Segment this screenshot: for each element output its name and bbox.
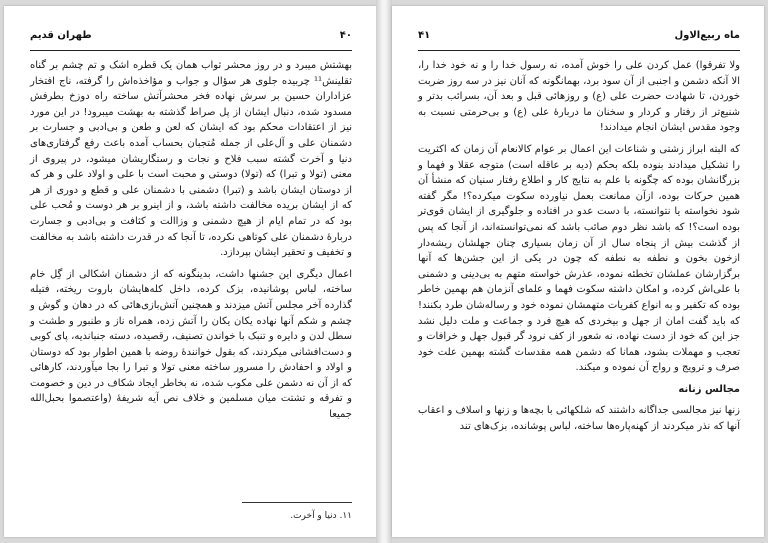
- left-page-body: [30, 58, 352, 423]
- paragraph: اعمال دیگری این جشنها داشت، بدینگونه که از دشمنان اشکالی از گِل خام ساخته، لباس پوشانیده، بزک کرده، داخل کله‌هایشان باروت ریخته، فتیله گذارده آخر مجلس آتش میزدند و همچنین آتش‌بازی‌هائی که در دهان و گوش و چشم و شکم آنها نهاده یکان یکان را آتش زده، همراه ناز و طنبور و طشت و سطل لدن و دایره و تنبک با خواندن تصنیف، رقصیده، دسته جنباندیه، پای کوبی و دست‌افشانی میکردند، که بقول خوانندهٔ روضه با همین اطوار بود که دوستان و اولاد و احفادش را مسرور ساخته معنی تولا و تبرا را بجا میآوردند، کارهائی که از آن نه دشمن علی مکوب شده، نه بخاطر ایجاد شکاف در دین و خصومت و تفرقه و تشتت میان مسلمین و خلاف نص آیه شریفهٔ (واعتصموا بحبل‌الله جمیعا: [30, 268, 352, 421]
- paragraph: بهشتش میبرد و در روز محشر ثواب همان یک قطره اشک و تم چشم بر گناه ثقلینش¹¹ چربیده جلوی هر سؤال و جواب و مؤاخذه‌اش را گرفته، ناج افتخار عزاداران حسین بر سرش نهاده فخر محشرآتش ساخته راه دوزخ بطرفش مسدود شده، دنبال ایشان از پل صراط گذشته به بهشت میبرود! در این مورد نیز از اعتقادات محکم بود که ایشان که لعن و طعن و بی‌ادبی و جسارت بر دشمنان علی و آل‌علی از جمله مُتجبان بحساب آمده باعث رفع گرفتاری‌های دنیا و آخرت گشته سبب فلاح و نجات و رستگاریشان میشود، در پیروی از معنی (تولا و تبرا) که (تولا) دوستی و محبت است با علی و اولاد علی و هر که از دوستان ایشان باشد و (تبرا) دشمنی با دشمنان علی و قطع و دوری از هر که از ایشان بریده مخالفت داشته باشد، و از اینرو بر هر دوست و مُحب علی بود که در تمام ایام از هیچ دشمنی و وزاالت و کثافت و بی‌ادبی و جسارت دربارهٔ دشمنان علی کوتاهی نکرده، تا آنجا که در قدرت داشته باشد به مخالفت و تخفیف و تحقیر ایشان بپردازد.: [30, 60, 352, 259]
- footnote-rule: [242, 502, 352, 503]
- paragraph: که البته ابراز زشتی و شناعات این اعمال بر عوام کالانعام آن زمان که اکثریت را تشکیل میدادند بنوده بلکه بحکم (دیه بر عاقله است) متوجه عقلا و فهما و بزرگانشان بوده که چگونه با علم به نتایج کار و اطلاع رفتار سنیان که منشأ آن همین حرکات بوده، ازآن ممانعت بعمل نیاورده سکوت میکرده؟! مگر گفته شود نخواسته یا نتوانسته، با دست عدو در افتاده و جلوگیری از ایشان قوی‌تر بوده است؟! که باشد نظر دوم صائب باشد که نمی‌توانسته‌اند، از آنجا که پس از گذشت بیش از پنجاه سال از آن زمان بسیاری چنان جهلشان ریشه‌دار ازخون بخون و نطفه به نطفه که چون در یکی از این جشن‌ها که آنها برگزارشان عملشان تخطئه نموده، عذرش خواسته متهم به بی‌دینی و دشمنی با علی‌اش کرده، و امکان داشته سکوت فهما و علمای آنزمان هم بهمین خاطر بوده که تکفیر و به انواع کفریات متهمشان نموده خود و رساله‌شان طرد بکنند! که باید گفت امان از جهل و بیخردی که هیچ فرد و جماعت و ملت دلیل نشد جز این که خود از دست نهاده، نه شعور از کف نرود گر قبول جهل و خرافات و تعجب و مهملات بشود، همانا که دشمن همه مقدسات گشته بهمین علت خود صرف و ترویج و رواج آن نموده و میکند.: [418, 143, 740, 374]
- right-page-header: [418, 30, 740, 46]
- paragraph: ولا تفرقوا) عمل کردن علی را خوش آمده، نه رسول خدا را و نه خود خدا را، الا آنکه دشمن و اجنبی از آن سود برد، بهمانگونه که آنان نیز در سه روز ضربت خوردن، تا شهادت حضرت علی (ع) و روزهائی قبل و بعد آن، بسرائب بدتر و شنیع‌تر از رفتار و کردار و سخنان ما دربارهٔ علی (ع) و بی‌حرمتی نسبت به وجود مقدس ایشان انجام میدادند!: [418, 60, 740, 134]
- paragraph: زنها نیز مجالسی جداگانه داشتند که شلکهائی با بچه‌ها و زنها و اسلاف و اعقاب آنها که نذر میکردند از کهنه‌پاره‌ها ساخته، لباس پوشانده، بزک‌های تند: [418, 405, 740, 433]
- book-gutter: [376, 0, 392, 543]
- left-page: [4, 6, 376, 537]
- page-number: ۴۰: [339, 30, 352, 41]
- header-rule: [30, 50, 352, 51]
- running-title: طهران قدیم: [30, 30, 92, 41]
- right-page-body: [418, 58, 740, 435]
- header-rule: [418, 50, 740, 51]
- running-title: ماه ربیع‌الاول: [674, 30, 740, 41]
- page-number: ۴۱: [418, 30, 431, 41]
- footnote: ۱۱. دنیا و آخرت.: [290, 511, 352, 521]
- section-heading: مجالس زنانه: [678, 383, 740, 395]
- left-page-header: [30, 30, 352, 46]
- right-page: [392, 6, 764, 537]
